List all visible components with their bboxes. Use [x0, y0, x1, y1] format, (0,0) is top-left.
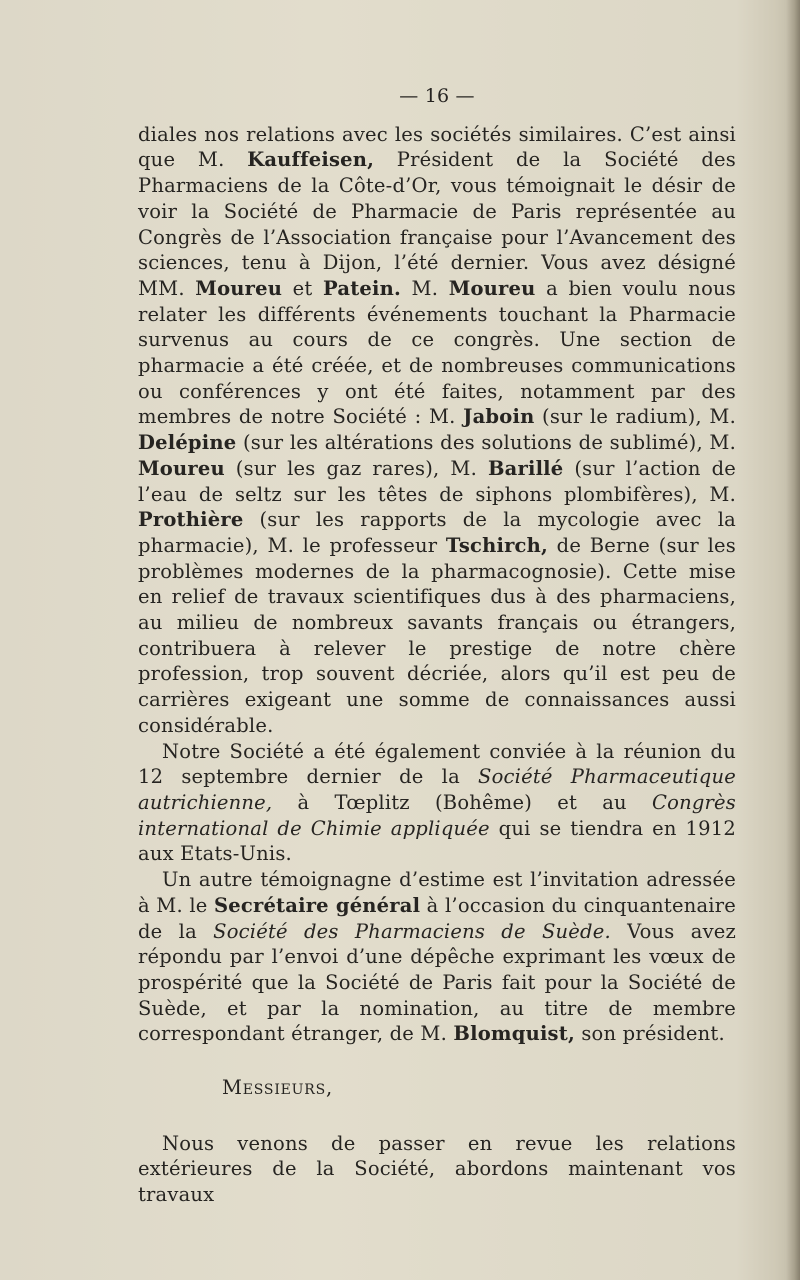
paragraph-invitations: [138, 739, 736, 868]
title-name: Secrétaire général: [214, 893, 421, 917]
page-number: — 16 —: [399, 85, 475, 107]
text-run: (sur les rapports de la mycologie avec la pharmacie), M. le professeur: [138, 508, 736, 557]
text-run: et: [282, 276, 324, 300]
text-run: qui se tiendra en 1912 aux Etats-Unis.: [138, 816, 736, 866]
text-run: de Berne (sur les problèmes modernes de la pharmacognosie). Cette mise en relief de travaux scientifiques dus à des pharmaciens, au milieu de nombreux savants français ou étrangers, contribuera à relever le prestige de notre chère profession, trop souvent décriée, alors qu’il est peu de carrières exigeant une somme de connaissances aussi considérable.: [138, 533, 736, 737]
text-run: diales nos relations avec les sociétés similaires. C’est ainsi que M.: [138, 122, 736, 172]
person-name: Tschirch,: [445, 533, 548, 557]
organization-name: Société des Pharmaciens de Suède.: [213, 919, 611, 943]
page-text: [138, 84, 736, 1208]
text-run: Nous venons de passer en revue les relations extérieures de la Société, abordons maintenant vos travaux: [138, 1131, 736, 1207]
text-run: à l’occasion du cinquantenaire de la: [138, 893, 736, 943]
text-run: Notre Société a été également conviée à la réunion du 12 septembre dernier de la: [138, 739, 736, 789]
page-gutter-shadow: [786, 0, 800, 1280]
text-run: a bien voulu nous relater les différents événements touchant la Pharmacie survenus au cours de ce congrès. Une section de pharmacie a été créée, et de nombreuses communications ou conférences y ont été faites, notamment par des membres de notre Société : M.: [138, 276, 736, 429]
person-name: Blomquist,: [453, 1022, 575, 1046]
paragraph-congress: [138, 122, 736, 739]
person-name: Jaboin: [463, 405, 535, 429]
text-run: son président.: [574, 1022, 725, 1046]
organization-name: Société Pharmaceutique autrichienne,: [138, 765, 736, 814]
text-run: Vous avez répondu par l’envoi d’une dépêche exprimant les vœux de prospérité que la Société de Paris fait pour la Société de Suède, et par la nomination, au titre de membre correspondant étranger, de M.: [138, 919, 736, 1046]
text-run: (sur les gaz rares), M.: [224, 456, 488, 480]
person-name: Moureu: [138, 456, 225, 480]
paragraph-sweden: [138, 867, 736, 1047]
person-name: Patein.: [323, 276, 401, 300]
text-run: à Tœplitz (Bohême) et au: [272, 790, 653, 814]
person-name: Moureu: [448, 276, 536, 300]
person-name: Delépine: [138, 431, 237, 455]
person-name: Kauffeisen,: [247, 148, 375, 172]
paragraph-review: [138, 1131, 736, 1208]
salutation: Messieurs,: [222, 1076, 334, 1100]
text-run: (sur le radium), M.: [534, 405, 736, 429]
text-run: (sur les altérations des solutions de sublimé), M.: [236, 431, 736, 455]
person-name: Prothière: [138, 508, 244, 532]
organization-name: Congrès international de Chimie appliquée: [138, 790, 736, 840]
person-name: Moureu: [195, 276, 283, 300]
person-name: Barillé: [487, 456, 564, 480]
text-run: (sur l’action de l’eau de seltz sur les têtes de siphons plombifères), M.: [138, 456, 737, 506]
text-run: M.: [401, 276, 449, 300]
text-run: Président de la Société des Pharmaciens de la Côte-d’Or, vous témoignait le désir de voir la Société de Pharmacie de Paris représentée au Congrès de l’Association française pour l’Avancement des sciences, tenu à Dijon, l’été dernier. Vous avez désigné MM.: [138, 148, 737, 300]
text-run: Un autre témoignagne d’estime est l’invitation adressée à M. le: [138, 868, 736, 917]
